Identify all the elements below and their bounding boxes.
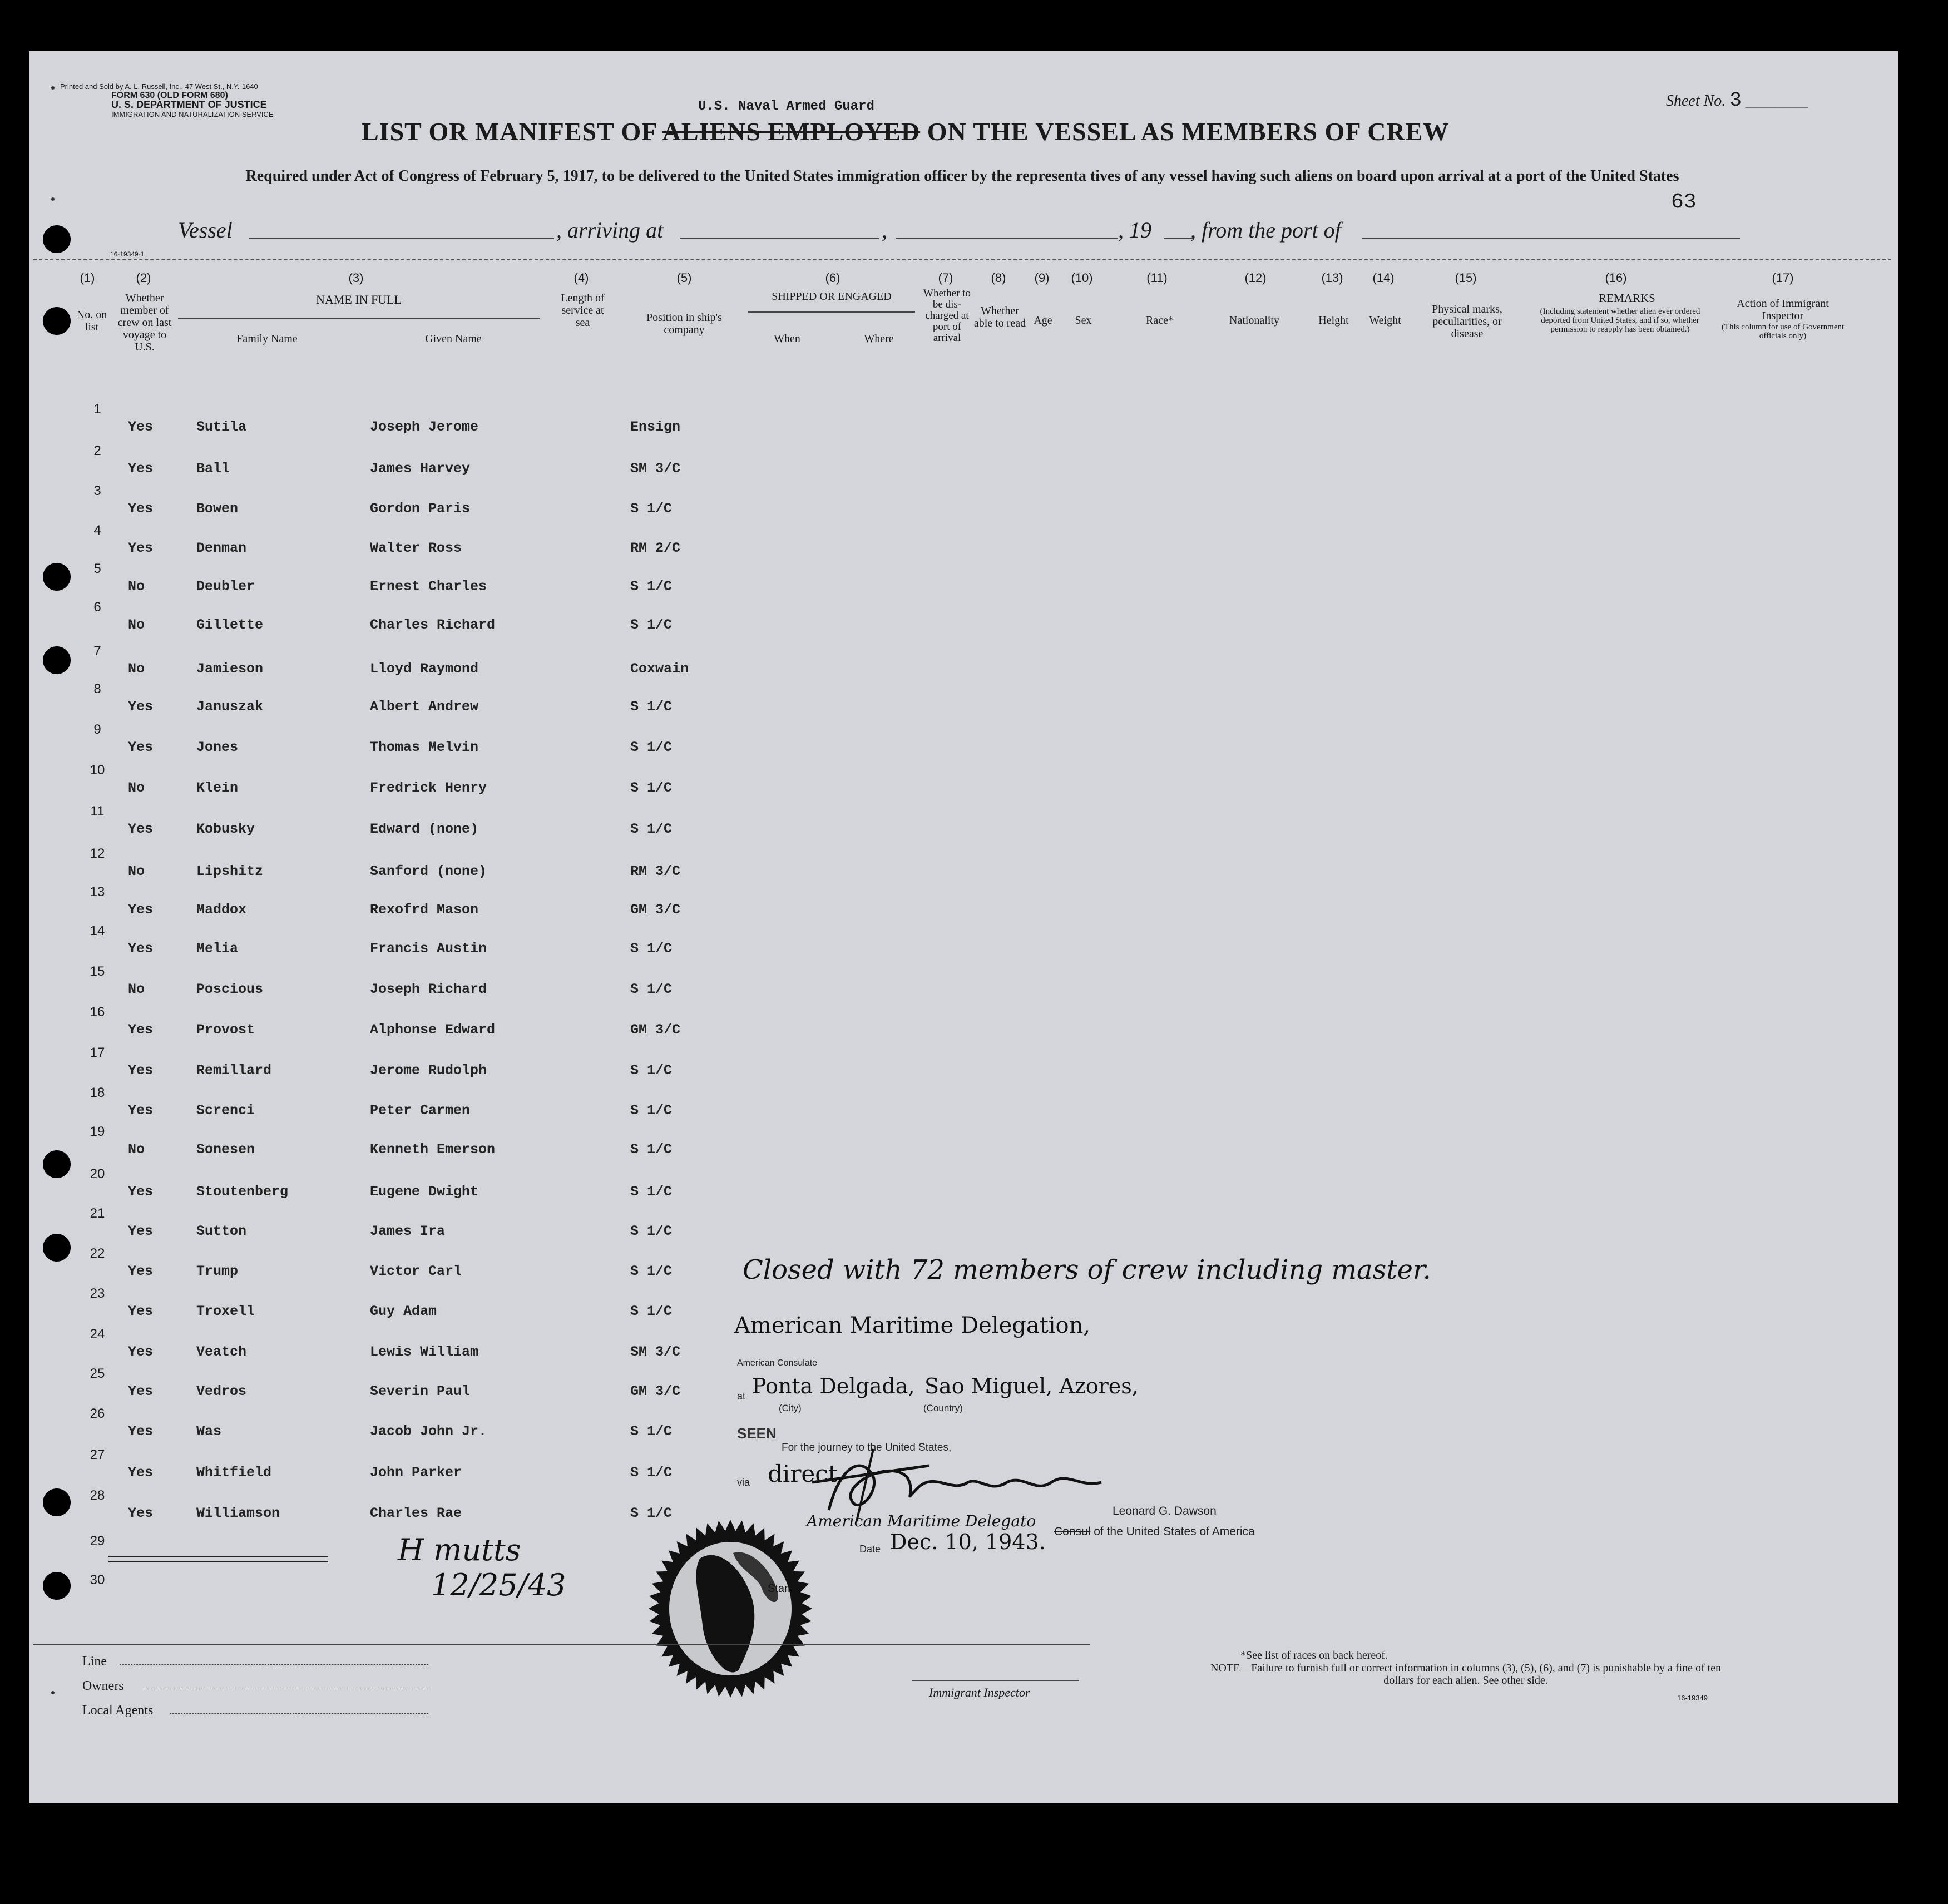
arriving-label: , arriving at <box>556 217 664 243</box>
row-given-name: Victor Carl <box>370 1263 462 1279</box>
row-given-name: James Harvey <box>370 461 471 477</box>
footer-line-label: Line <box>82 1654 107 1669</box>
row-position: S 1/C <box>630 1423 673 1440</box>
legal-requirement: Required under Act of Congress of February 5, 1917, to be delivered to the United States immigration officer by the representa tives of any vessel having such aliens on board upon arrival at a port of the United States <box>245 167 1679 185</box>
row-list-number: 8 <box>93 681 101 696</box>
vessel-blank <box>249 238 554 239</box>
row-given-name: Jerome Rudolph <box>370 1062 487 1079</box>
col-action-header: Action of Immigrant Inspector <box>1737 298 1829 322</box>
row-list-number: 13 <box>90 884 105 899</box>
closing-rule <box>108 1561 328 1562</box>
row-position: RM 2/C <box>630 540 681 556</box>
footer-line-blank <box>120 1664 428 1665</box>
shipped-header-rule <box>748 311 915 313</box>
column-number: (5) <box>676 271 692 285</box>
row-position: S 1/C <box>630 501 673 517</box>
binder-hole <box>43 307 71 335</box>
column-number: (1) <box>80 271 95 285</box>
row-given-name: Ernest Charles <box>370 578 487 595</box>
row-position: S 1/C <box>630 941 673 957</box>
sheet-number: Sheet No. 3 ________ <box>1666 89 1808 112</box>
row-family-name: Melia <box>196 941 239 957</box>
race-footnote: *See list of races on back hereof. <box>1240 1649 1388 1661</box>
row-list-number: 28 <box>90 1488 105 1503</box>
col-nationality-header: Nationality <box>1229 314 1279 327</box>
row-family-name: Vedros <box>196 1383 247 1399</box>
row-list-number: 17 <box>90 1045 105 1060</box>
col-length-service-header: Length of service at sea <box>561 292 605 329</box>
signature-date: Dec. 10, 1943. <box>890 1530 1046 1554</box>
col-discharged-header: Whether to be dis-charged at port of arrival <box>923 288 971 344</box>
document-title <box>362 117 1449 146</box>
row-position: S 1/C <box>630 617 673 633</box>
name-header-rule <box>178 318 540 319</box>
col-position-header: Position in ship's company <box>646 311 722 336</box>
row-list-number: 7 <box>93 644 101 659</box>
row-list-number: 26 <box>90 1406 105 1421</box>
row-list-number: 22 <box>90 1246 105 1261</box>
row-given-name: Alphonse Edward <box>370 1022 496 1038</box>
column-number: (13) <box>1321 271 1343 285</box>
row-given-name: Gordon Paris <box>370 501 471 517</box>
row-given-name: Edward (none) <box>370 821 479 837</box>
row-family-name: Screnci <box>196 1102 255 1119</box>
row-previous-voyage: Yes <box>128 419 154 435</box>
row-list-number: 9 <box>93 722 101 737</box>
col-name-header: NAME IN FULL <box>316 293 402 306</box>
row-list-number: 19 <box>90 1124 105 1139</box>
row-family-name: Gillette <box>196 617 264 633</box>
col-age-header: Age <box>1034 314 1052 327</box>
row-list-number: 15 <box>90 964 105 979</box>
row-list-number: 5 <box>93 561 101 576</box>
department-name: U. S. DEPARTMENT OF JUSTICE <box>111 99 267 110</box>
column-number: (8) <box>991 271 1006 285</box>
city-stamp: Ponta Delgada, <box>752 1374 915 1398</box>
col-race-header: Race* <box>1146 314 1174 327</box>
arriving-blank <box>680 238 879 239</box>
row-previous-voyage: Yes <box>128 1344 154 1360</box>
binder-hole <box>43 1234 71 1262</box>
delegation-stamp: American Maritime Delegation, <box>734 1313 1091 1338</box>
inspector-initials-date: 12/25/43 <box>431 1567 566 1603</box>
row-family-name: Trump <box>196 1263 239 1279</box>
sheet-value: 3 <box>1729 89 1742 112</box>
consul-struck: Consul <box>1054 1525 1091 1538</box>
footer-form-code: 16-19349 <box>1677 1694 1708 1702</box>
row-previous-voyage: Yes <box>128 461 154 477</box>
consulate-struck: American Consulate <box>737 1358 818 1368</box>
row-given-name: Charles Rae <box>370 1505 462 1521</box>
row-previous-voyage: Yes <box>128 1303 154 1319</box>
row-family-name: Poscious <box>196 981 264 997</box>
row-family-name: Veatch <box>196 1344 247 1360</box>
binder-hole <box>43 646 71 674</box>
row-previous-voyage: Yes <box>128 1062 154 1079</box>
column-number: (17) <box>1772 271 1794 285</box>
country-stamp: Sao Miguel, Azores, <box>924 1374 1139 1398</box>
row-position: GM 3/C <box>630 1022 681 1038</box>
row-given-name: Eugene Dwight <box>370 1184 479 1200</box>
column-number: (9) <box>1034 271 1050 285</box>
row-list-number: 25 <box>90 1366 105 1381</box>
closed-with-note: Closed with 72 members of crew including master. <box>743 1254 1431 1285</box>
row-previous-voyage: Yes <box>128 1423 154 1440</box>
row-previous-voyage: No <box>128 661 145 677</box>
closing-rule <box>108 1556 328 1557</box>
row-list-number: 24 <box>90 1327 105 1342</box>
row-given-name: Charles Richard <box>370 617 496 633</box>
row-given-name: Guy Adam <box>370 1303 437 1319</box>
row-family-name: Sutton <box>196 1223 247 1239</box>
row-given-name: Albert Andrew <box>370 699 479 715</box>
row-position: S 1/C <box>630 1184 673 1200</box>
row-given-name: Joseph Richard <box>370 981 487 997</box>
row-position: S 1/C <box>630 1303 673 1319</box>
form-number: FORM 630 (OLD FORM 680) <box>111 91 228 100</box>
row-previous-voyage: No <box>128 578 145 595</box>
seal-stamp-text: Stamp <box>768 1582 800 1595</box>
row-given-name: Lloyd Raymond <box>370 661 479 677</box>
row-family-name: Whitfield <box>196 1465 272 1481</box>
title-part-b: ON THE VESSEL AS MEMBERS OF CREW <box>927 117 1450 146</box>
row-given-name: Severin Paul <box>370 1383 471 1399</box>
row-previous-voyage: Yes <box>128 540 154 556</box>
row-position: S 1/C <box>630 1102 673 1119</box>
row-previous-voyage: Yes <box>128 501 154 517</box>
col-physical-marks-header: Physical marks, peculiarities, or disease <box>1432 303 1502 340</box>
row-position: Ensign <box>630 419 681 435</box>
row-previous-voyage: Yes <box>128 739 154 755</box>
row-family-name: Stoutenberg <box>196 1184 289 1200</box>
row-position: S 1/C <box>630 1062 673 1079</box>
row-family-name: Was <box>196 1423 222 1440</box>
col-read-header: Whether able to read <box>973 305 1026 329</box>
row-list-number: 3 <box>93 483 101 498</box>
sheet-label: Sheet No. <box>1666 92 1726 110</box>
row-previous-voyage: Yes <box>128 902 154 918</box>
row-position: S 1/C <box>630 739 673 755</box>
row-list-number: 20 <box>90 1166 105 1181</box>
col-remarks-subheader: (Including statement whether alien ever ordered deported from United States, and if so, whether permission to reapply has been obtained.) <box>1540 307 1700 334</box>
line-number-30: 30 <box>90 1572 105 1588</box>
row-position: SM 3/C <box>630 1344 681 1360</box>
penalty-note: NOTE—Failure to furnish full or correct information in columns (3), (5), (6), and (7) is punishable by a fine of ten dollars for each alien. See other side. <box>1210 1662 1722 1687</box>
row-previous-voyage: No <box>128 617 145 633</box>
seen-stamp: SEEN <box>737 1425 777 1442</box>
column-number: (4) <box>573 271 589 285</box>
row-family-name: Jones <box>196 739 239 755</box>
consul-line <box>1054 1525 1255 1539</box>
date-label: Date <box>859 1544 881 1555</box>
row-previous-voyage: Yes <box>128 1184 154 1200</box>
footer-agents-blank <box>170 1713 428 1714</box>
row-previous-voyage: Yes <box>128 1022 154 1038</box>
margin-dot <box>51 86 55 90</box>
year-blank <box>1164 238 1193 239</box>
row-position: S 1/C <box>630 1505 673 1521</box>
col-remarks-header: REMARKS <box>1599 291 1655 305</box>
col-weight-header: Weight <box>1369 314 1401 327</box>
footer-rule <box>33 1644 1090 1645</box>
row-position: S 1/C <box>630 1263 673 1279</box>
col-action-subheader: (This column for use of Government officials only) <box>1721 323 1845 340</box>
row-family-name: Maddox <box>196 902 247 918</box>
city-caption: (City) <box>779 1403 802 1413</box>
row-position: RM 3/C <box>630 863 681 879</box>
via-value: direct <box>768 1460 838 1487</box>
row-previous-voyage: Yes <box>128 1102 154 1119</box>
row-position: S 1/C <box>630 699 673 715</box>
row-family-name: Jamieson <box>196 661 264 677</box>
signer-printed-name: Leonard G. Dawson <box>1113 1505 1217 1517</box>
row-position: S 1/C <box>630 981 673 997</box>
row-position: S 1/C <box>630 1223 673 1239</box>
city-blank <box>896 238 1118 239</box>
row-previous-voyage: No <box>128 1141 145 1158</box>
row-previous-voyage: No <box>128 780 145 796</box>
column-number: (12) <box>1244 271 1267 285</box>
row-given-name: Joseph Jerome <box>370 419 479 435</box>
row-family-name: Provost <box>196 1022 255 1038</box>
col-given-name-header: Given Name <box>425 333 482 345</box>
line-number-29: 29 <box>90 1534 105 1549</box>
column-number: (7) <box>938 271 953 285</box>
row-family-name: Remillard <box>196 1062 272 1079</box>
row-previous-voyage: Yes <box>128 1383 154 1399</box>
row-given-name: Jacob John Jr. <box>370 1423 487 1440</box>
row-list-number: 14 <box>90 923 105 938</box>
row-position: SM 3/C <box>630 461 681 477</box>
port-blank <box>1362 238 1740 239</box>
row-given-name: John Parker <box>370 1465 462 1481</box>
at-label: at <box>737 1391 746 1402</box>
row-position: S 1/C <box>630 578 673 595</box>
column-number: (6) <box>825 271 840 285</box>
row-previous-voyage: Yes <box>128 1223 154 1239</box>
footer-agents-label: Local Agents <box>82 1703 154 1718</box>
row-position: S 1/C <box>630 821 673 837</box>
typed-insertion: U.S. Naval Armed Guard <box>698 99 874 114</box>
row-list-number: 27 <box>90 1447 105 1462</box>
column-number: (2) <box>136 271 151 285</box>
column-number: (15) <box>1455 271 1477 285</box>
row-previous-voyage: Yes <box>128 1505 154 1521</box>
row-position: GM 3/C <box>630 1383 681 1399</box>
binder-hole <box>43 1150 71 1178</box>
row-given-name: Lewis William <box>370 1344 479 1360</box>
row-family-name: Kobusky <box>196 821 255 837</box>
row-family-name: Januszak <box>196 699 264 715</box>
row-given-name: Kenneth Emerson <box>370 1141 496 1158</box>
row-list-number: 18 <box>90 1085 105 1100</box>
printer-imprint: Printed and Sold by A. L. Russell, Inc., 47 West St., N.Y.-1640 <box>60 82 258 91</box>
row-list-number: 4 <box>93 523 101 538</box>
via-label: via <box>737 1477 750 1488</box>
title-part-a: LIST OR MANIFEST OF <box>362 117 657 146</box>
signer-title-handwritten: American Maritime Delegato <box>807 1512 1036 1530</box>
row-previous-voyage: Yes <box>128 1465 154 1481</box>
consular-seal-icon <box>639 1514 850 1703</box>
row-position: S 1/C <box>630 1141 673 1158</box>
col-when-header: When <box>774 333 800 345</box>
row-list-number: 11 <box>90 804 105 819</box>
inspector-caption: Immigrant Inspector <box>929 1685 1030 1699</box>
col-shipped-header: SHIPPED OR ENGAGED <box>772 290 892 303</box>
journey-text: For the journey to the United States, <box>782 1442 952 1453</box>
row-given-name: Thomas Melvin <box>370 739 479 755</box>
row-family-name: Williamson <box>196 1505 280 1521</box>
year-label: , 19 <box>1118 217 1151 243</box>
row-list-number: 12 <box>90 846 105 861</box>
margin-dot <box>51 1691 55 1694</box>
row-family-name: Deubler <box>196 578 255 595</box>
row-family-name: Bowen <box>196 501 239 517</box>
binder-hole <box>43 1488 71 1516</box>
footer-owners-label: Owners <box>82 1679 124 1693</box>
column-number: (14) <box>1372 271 1395 285</box>
row-previous-voyage: Yes <box>128 699 154 715</box>
row-given-name: Fredrick Henry <box>370 780 487 796</box>
country-caption: (Country) <box>923 1403 963 1413</box>
row-previous-voyage: Yes <box>128 821 154 837</box>
column-number: (16) <box>1605 271 1627 285</box>
form-code: 16-19349-1 <box>110 250 145 258</box>
row-list-number: 6 <box>93 600 101 615</box>
row-family-name: Sutila <box>196 419 247 435</box>
row-previous-voyage: Yes <box>128 941 154 957</box>
consul-rest: of the United States of America <box>1094 1525 1255 1538</box>
binder-hole <box>43 225 71 253</box>
row-family-name: Sonesen <box>196 1141 255 1158</box>
row-position: S 1/C <box>630 1465 673 1481</box>
row-family-name: Denman <box>196 540 247 556</box>
row-given-name: Rexofrd Mason <box>370 902 479 918</box>
inspector-signature-line <box>912 1680 1079 1681</box>
row-list-number: 1 <box>93 402 101 417</box>
header-separator <box>33 259 1891 260</box>
col-previous-voyage-header: Whether member of crew on last voyage to U.S. <box>117 292 172 353</box>
row-list-number: 21 <box>90 1206 105 1221</box>
row-list-number: 16 <box>90 1005 105 1020</box>
row-position: Coxwain <box>630 661 689 677</box>
service-name: IMMIGRATION AND NATURALIZATION SERVICE <box>111 110 274 118</box>
row-family-name: Ball <box>196 461 230 477</box>
column-number: (3) <box>348 271 364 285</box>
column-number: (10) <box>1071 271 1093 285</box>
column-number: (11) <box>1146 271 1168 285</box>
row-family-name: Troxell <box>196 1303 255 1319</box>
row-position: S 1/C <box>630 780 673 796</box>
row-list-number: 23 <box>90 1286 105 1301</box>
row-given-name: Francis Austin <box>370 941 487 957</box>
title-struck-text: ALIENS EMPLOYED <box>662 117 921 146</box>
col-height-header: Height <box>1318 314 1349 327</box>
row-list-number: 10 <box>90 763 105 778</box>
row-given-name: Peter Carmen <box>370 1102 471 1119</box>
row-given-name: Walter Ross <box>370 540 462 556</box>
binder-hole <box>43 1572 71 1600</box>
row-list-number: 2 <box>93 443 101 458</box>
row-position: GM 3/C <box>630 902 681 918</box>
vessel-label: Vessel <box>178 217 233 243</box>
col-list-number-header: No. on list <box>76 309 107 333</box>
col-sex-header: Sex <box>1075 314 1092 327</box>
binder-hole <box>43 563 71 591</box>
inspector-initials: H mutts <box>398 1532 521 1567</box>
row-previous-voyage: No <box>128 863 145 879</box>
row-family-name: Lipshitz <box>196 863 264 879</box>
from-port-label: , from the port of <box>1190 217 1341 243</box>
row-family-name: Klein <box>196 780 239 796</box>
row-given-name: James Ira <box>370 1223 446 1239</box>
row-previous-voyage: No <box>128 981 145 997</box>
row-previous-voyage: Yes <box>128 1263 154 1279</box>
margin-dot <box>51 197 55 201</box>
row-given-name: Sanford (none) <box>370 863 487 879</box>
col-family-name-header: Family Name <box>236 333 298 345</box>
col-where-header: Where <box>864 333 894 345</box>
handwritten-number: 63 <box>1671 190 1697 214</box>
